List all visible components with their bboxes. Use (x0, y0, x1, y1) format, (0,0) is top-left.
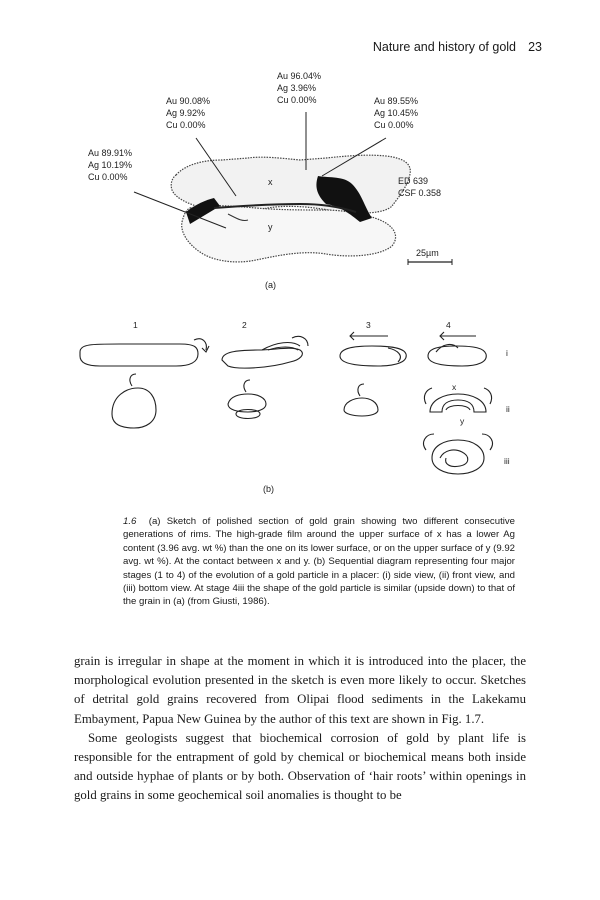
stage2-front-arrow (244, 380, 250, 392)
comp-1-ag: Ag 3.96% (277, 83, 317, 93)
comp-4-au: Au 89.91% (88, 148, 133, 158)
comp-4-ag: Ag 10.19% (88, 160, 133, 170)
stage4-front (430, 394, 486, 412)
region-y-label: y (268, 222, 273, 232)
comp-1-cu: Cu 0.00% (277, 95, 317, 105)
comp-4-cu: Cu 0.00% (88, 172, 128, 182)
part-b-label: (b) (263, 484, 274, 494)
ed-label: ED 639 (398, 176, 429, 186)
view-ii-label: ii (506, 404, 510, 414)
stage4-x-mark: x (452, 382, 457, 392)
figure-caption (123, 515, 515, 609)
stage1-side (80, 344, 198, 366)
stage3-fold (388, 348, 400, 362)
stage4-bottom-inner (440, 450, 468, 467)
comp-2-au: Au 90.08% (166, 96, 211, 106)
stage4-fold (436, 345, 458, 352)
comp-3-ag: Ag 10.45% (374, 108, 419, 118)
body-paragraph-2: Some geologists suggest that biochemical corrosion of gold by plant life is responsible for the entrapment of gold by chemical or biochemical means both inside and outside hyphae of plants or by both. Observation of ‘hair roots’ within openings in gold grains in some geochemical soil anomalies is thought to be (74, 730, 526, 803)
caption-text: (a) Sketch of polished section of gold grain showing two different consecutive generations of rims. The high-grade film around the upper surface of x has a lower Ag content (3.96 avg. wt %) than the one on its lower surface, or on the upper surface of y (9.92 avg. wt %). At the contact between x and y. (b) Sequential diagram representing four major stages (1 to 4) of the evolution of a gold particle in a placer: (i) side view, (ii) front view, and (iii) bottom view. At stage 4iii the shape of the gold particle is similar (upside down) to that of the grain in (a) (from Giusti, 1986). (123, 516, 515, 608)
stage4-y-mark: y (460, 416, 465, 426)
scale-label: 25µm (416, 248, 439, 258)
stage2-front (228, 394, 266, 419)
stage4-bottom-arrows (424, 434, 493, 450)
stage1-rotate-arrowhead (202, 346, 209, 352)
stage2-side (222, 348, 302, 368)
stage4-bottom (432, 440, 484, 474)
caption-number: 1.6 (123, 516, 137, 527)
comp-2-ag: Ag 9.92% (166, 108, 206, 118)
stage1-front (112, 388, 156, 428)
stage-1-label: 1 (133, 320, 138, 330)
running-title: Nature and history of gold (372, 40, 516, 54)
comp-3-au: Au 89.55% (374, 96, 419, 106)
stage1-rotate-arrow (194, 339, 206, 350)
body-text (74, 652, 526, 806)
view-iii-label: iii (504, 456, 510, 466)
csf-label: CSF 0.358 (398, 188, 442, 198)
comp-2-cu: Cu 0.00% (166, 120, 206, 130)
figure-part-b (80, 320, 510, 494)
region-x-label: x (268, 177, 273, 187)
figure-part-a (88, 71, 452, 290)
stage2-rotate-arrow (292, 336, 308, 346)
view-i-label: i (506, 348, 508, 358)
stage4-side (428, 346, 486, 366)
stage-4-label: 4 (446, 320, 451, 330)
stage3-front (344, 398, 378, 416)
comp-1-au: Au 96.04% (277, 71, 322, 81)
page-number: 23 (528, 40, 542, 54)
stage-2-label: 2 (242, 320, 247, 330)
stage3-front-arrow (358, 384, 364, 396)
stage1-front-arrow (130, 374, 136, 386)
stage3-side (340, 346, 406, 366)
stage4-front-inner (446, 406, 470, 411)
part-a-label: (a) (265, 280, 276, 290)
stage-3-label: 3 (366, 320, 371, 330)
body-paragraph-1: grain is irregular in shape at the moment in which it is introduced into the placer, the morphological evolution presented in the sketch is even more likely to occur. Sketches of detrital gold grains recovered from Olipai flood sediments in the Lakekamu Embayment, Papua New Guinea by the author of this text are shown in Fig. 1.7. (74, 654, 526, 726)
comp-3-cu: Cu 0.00% (374, 120, 414, 130)
